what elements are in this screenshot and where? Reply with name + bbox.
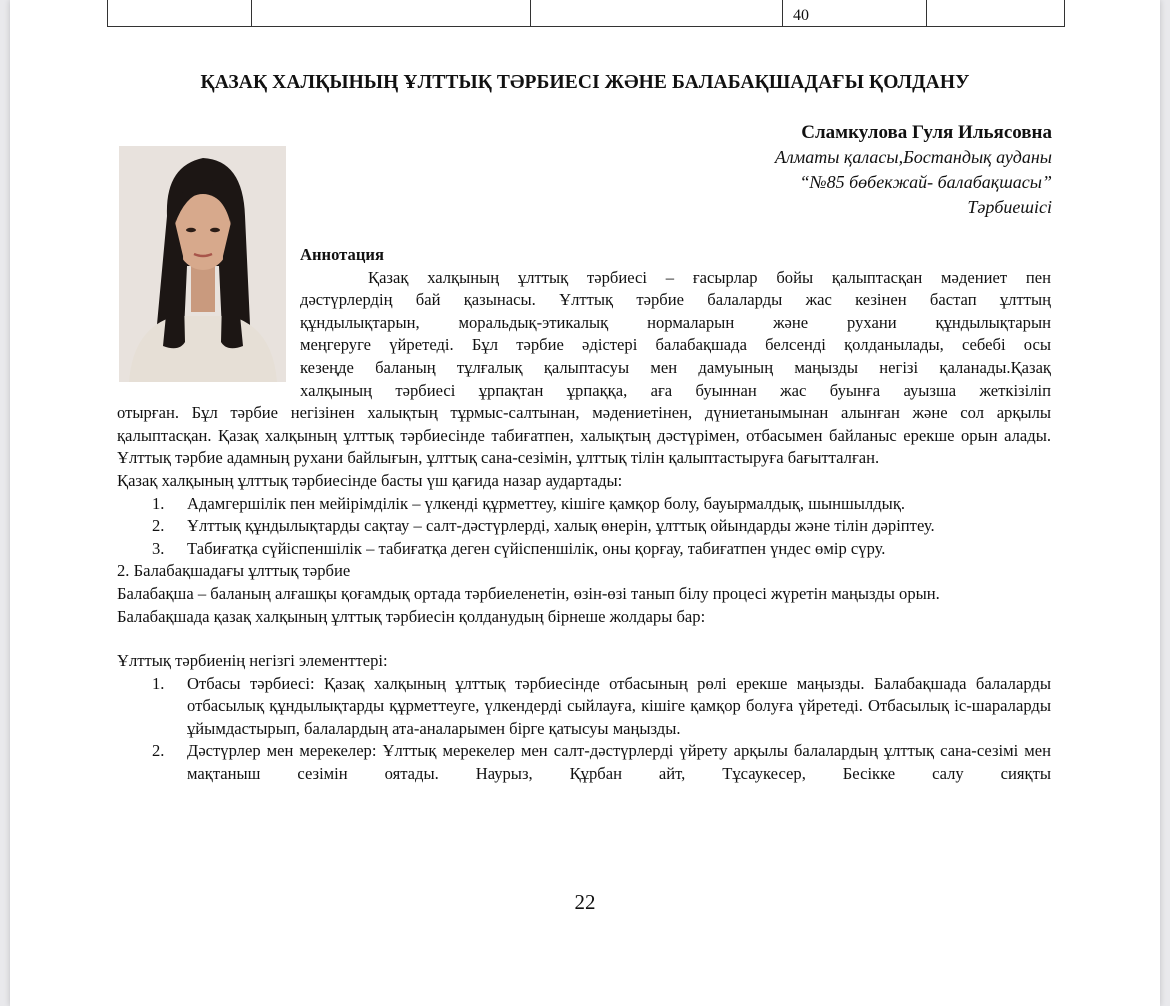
list-item — [117, 538, 1051, 561]
list-number: 3. — [152, 538, 165, 558]
annotation-line: халқының тәрбиесі ұрпақтан ұрпаққа, аға буыннан жас буынға ауызша жеткізіліп — [300, 380, 1051, 400]
author-institution: “№85 бөбекжай- балабақшасы” — [799, 172, 1052, 192]
section-heading: 2. Балабақшадағы ұлттық тәрбие — [117, 561, 351, 581]
document-page — [10, 0, 1160, 1006]
page-number: 22 — [574, 890, 596, 914]
section-paragraph: Балабақша – баланың алғашқы қоғамдық ортада тәрбиеленетін, өзін-өзі танып білу процесі жүретін маңызды орын. Балабақшада қазақ халқының ұлттық тәрбиесін қолданудың бірнеше жолдары бар: — [117, 583, 940, 626]
annotation-continuation: отырған. Бұл тәрбие негізінен халықтың тұрмыс-салтынан, мәдениетінен, дүниетанымынан алынған және сол арқылы қалыптасқан. Қазақ халқының ұлттық тәрбиесінде табиғатпен, халықтың дәстүрімен, отбасымен байланыс ерекше орын алады. Ұлттық тәрбие адамның рухани байлығын, ұлттық сана-сезімін, ұлттық тілін қалыптастыруға бағытталған. — [117, 403, 1051, 468]
list-item — [117, 493, 1051, 516]
table-cell — [531, 0, 783, 26]
list-item — [117, 740, 1051, 785]
list-number: 1. — [152, 673, 165, 693]
list-text: Отбасы тәрбиесі: Қазақ халқының ұлттық тәрбиесінде отбасының рөлі ерекше маңызды. Балабақшада балаларды отбасылық құндылықтарды құрметтеуге, үлкендерді сыйлауға, кішіге қамқор болуға үйретеді. Отбасылық іс-шараларды ұйымдастырып, балалардың ата-аналарымен бірге қатысуы маңызды. — [187, 673, 1051, 738]
table-fragment — [107, 0, 1065, 27]
list-number: 1. — [152, 493, 165, 513]
list-number: 2. — [152, 741, 165, 761]
principles-intro: Қазақ халқының ұлттық тәрбиесінде басты үш қағида назар аудартады: — [117, 470, 623, 490]
table-cell — [783, 0, 927, 26]
principles-list — [117, 493, 1051, 561]
list-item — [117, 673, 1051, 741]
list-text: Дәстүрлер мен мерекелер: Ұлттық мерекелер мен салт-дәстүрлерді үйрету арқылы балалардың ұлттық сана-сезімі мен мақтаныш сезімін оятады. Наурыз, Құрбан айт, Тұсаукесер, Бесікке салу сияқты — [187, 741, 1051, 784]
elements-intro: Ұлттық тәрбиенің негізгі элементтері: — [117, 651, 388, 671]
annotation-line: меңгеруге үйретеді. Бұл тәрбие әдістері балабақшада белсенді қолданылады, себебі осы — [300, 335, 1051, 355]
author-location: Алматы қаласы,Бостандық ауданы — [774, 147, 1052, 167]
list-item — [117, 515, 1051, 538]
author-block — [775, 120, 1052, 220]
elements-list — [117, 673, 1051, 786]
article-title: ҚАЗАҚ ХАЛҚЫНЫҢ ҰЛТТЫҚ ТӘРБИЕСІ ЖӘНЕ БАЛАБАҚШАДАҒЫ ҚОЛДАНУ — [200, 72, 970, 93]
annotation-line: дәстүрлердің бай қазынасы. Ұлттық тәрбие балаларды жас кезінен бастап ұлттың — [300, 290, 1051, 310]
list-number: 2. — [152, 516, 165, 536]
annotation-block — [300, 244, 1051, 402]
table-cell — [108, 0, 252, 26]
list-text: Ұлттық құндылықтарды сақтау – салт-дәстүрлерді, халық өнерін, ұлттық ойындарды және тілін дәріптеу. — [187, 516, 935, 536]
table-cell-value: 40 — [793, 7, 809, 24]
annotation-heading: Аннотация — [300, 245, 384, 264]
list-text: Адамгершілік пен мейірімділік – үлкенді құрметтеу, кішіге қамқор болу, бауырмалдық, шыншылдық. — [187, 493, 906, 513]
annotation-line: кезеңде баланың тұлғалық қалыптасуы мен дамуының маңызды негізі қаланады.Қазақ — [300, 357, 1051, 377]
author-name: Сламкулова Гуля Ильясовна — [801, 122, 1052, 143]
table-cell — [252, 0, 531, 26]
annotation-line: Қазақ халқының ұлттық тәрбиесі – ғасырлар бойы қалыптасқан мәдениет пен — [368, 267, 1051, 287]
table-cell — [927, 0, 1062, 26]
article-body — [117, 244, 1051, 786]
annotation-line: құндылықтарын, моральдық-этикалық нормаларын және рухани құндылықтарын — [300, 312, 1051, 332]
list-text: Табиғатқа сүйіспеншілік – табиғатқа деген сүйіспеншілік, оны қорғау, табиғатпен үндес өмір сүру. — [187, 538, 886, 558]
author-position: Тәрбиешісі — [967, 197, 1052, 217]
